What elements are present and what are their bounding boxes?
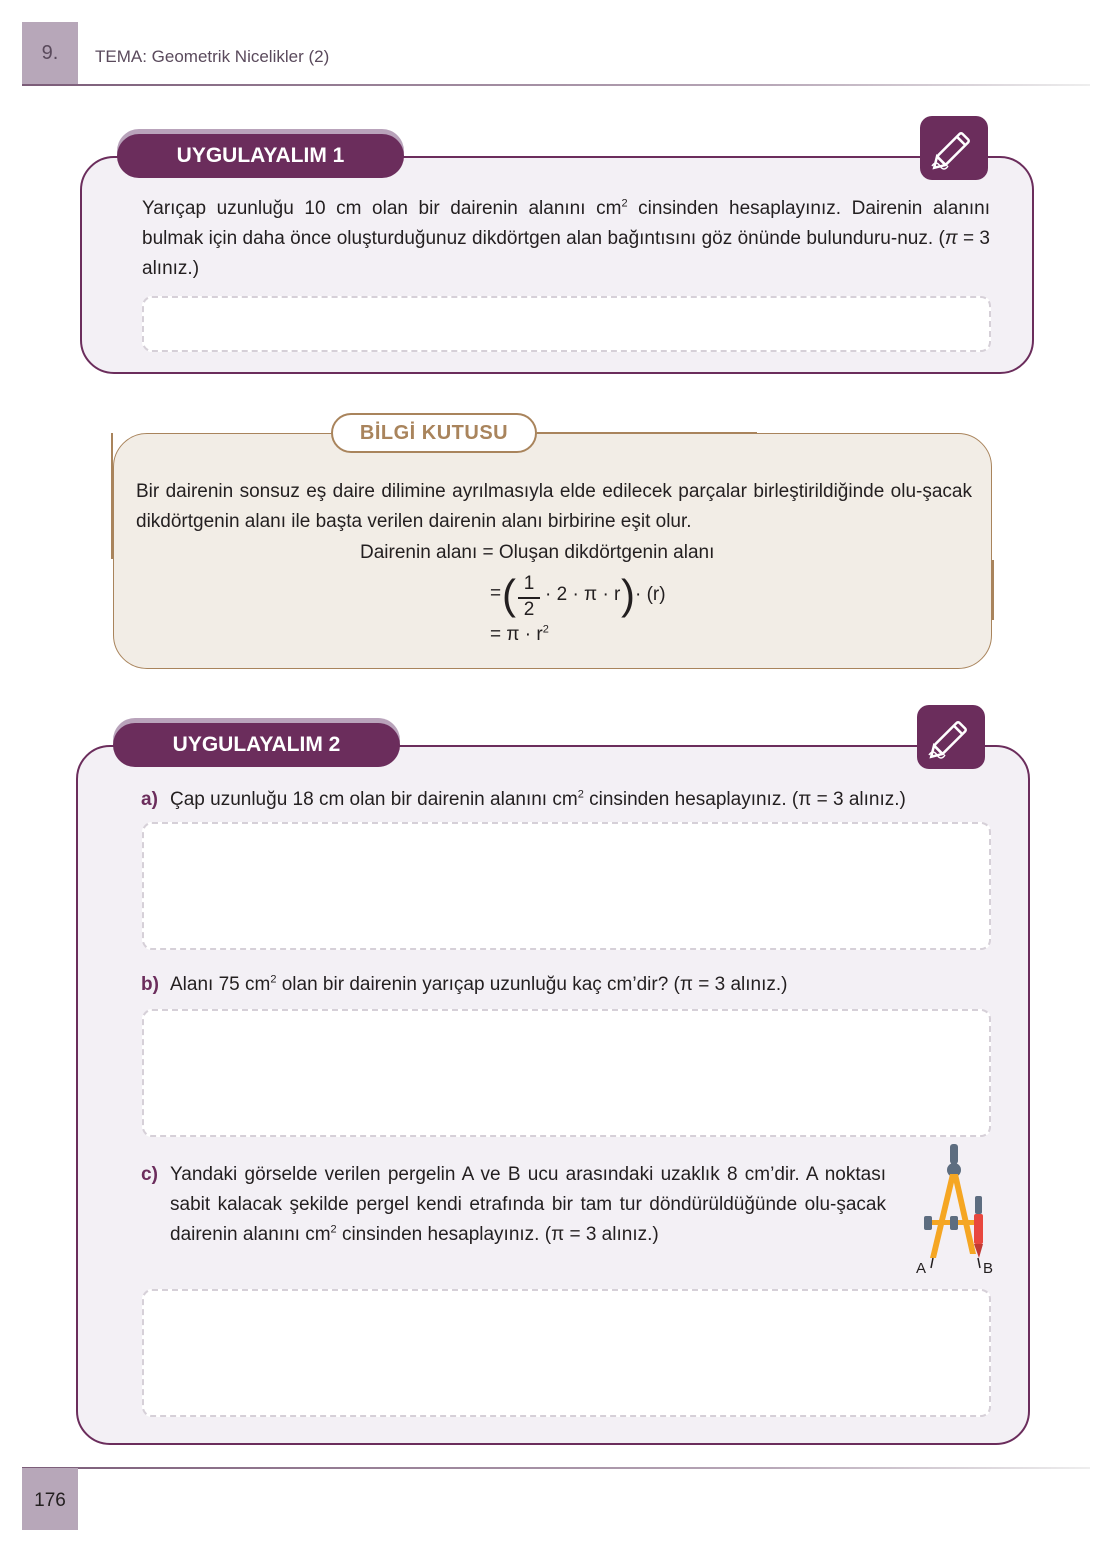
paren-open: ( — [502, 571, 516, 618]
info-right-rule — [992, 560, 994, 620]
frac-den: 2 — [523, 599, 535, 620]
question-a-answer-area[interactable] — [142, 822, 991, 950]
formula-mid: · 2 · π · r — [545, 584, 621, 605]
pencil-icon — [917, 705, 985, 769]
question-b-letter: b) — [141, 974, 159, 995]
compass-icon — [912, 1140, 1000, 1280]
formula-line3: = $\pi \cdot r^2$ — [490, 623, 549, 645]
activity1-text: Yarıçap uzunluğu 10 cm olan bir dairenin alanını $cm^2$ cinsinden hesaplayınız. Dairenin alanını bulmak için daha önce oluşturduğunuz dikdörtgen alan bağıntısını göz önünde bulunduru-nuz. (π = 3 alınız.) — [142, 197, 991, 279]
theme-title: TEMA: Geometrik Nicelikler (2) — [95, 47, 330, 66]
compass-label-a: A — [916, 1260, 927, 1277]
question-c-letter: c) — [141, 1164, 158, 1185]
info-text: Bir dairenin sonsuz eş daire dilimine ayrılmasıyla elde edilecek parçalar birleştirildiğinde olu-şacak dikdörtgenin alanı ile başta verilen dairenin alanı birbirine eşit olur. — [136, 481, 972, 532]
question-c-answer-area[interactable] — [142, 1289, 991, 1417]
question-b-answer-area[interactable] — [142, 1009, 991, 1137]
info-title: BİLGİ KUTUSU — [331, 413, 537, 453]
question-b-text: Alanı 75 $cm^2$ olan bir dairenin yarıçap uzunluğu kaç cm’dir? (π = 3 alınız.) — [170, 973, 788, 995]
formula-eq: = — [490, 583, 502, 604]
activity1-answer-area[interactable] — [142, 296, 991, 352]
frac-num: 1 — [523, 573, 535, 594]
question-c-text: Yandaki görselde verilen pergelin A ve B ucu arasındaki uzaklık 8 cm’dir. A noktası sabit kalacak şekilde pergel kendi etrafında bir tam tur döndürüldüğünde olu-şacak dairenin alanını $cm^2$ cinsinden hesaplayınız. (π = 3 alınız.) — [170, 1164, 886, 1245]
formula-tail: · (r) — [635, 584, 666, 605]
page-number: 176 — [34, 1490, 66, 1511]
formula-line1: Dairenin alanı = Oluşan dikdörtgenin alanı — [360, 542, 715, 563]
question-a-text: Çap uzunluğu 18 cm olan bir dairenin alanını $cm^2$ cinsinden hesaplayınız. (π = 3 alınız.) — [170, 788, 906, 810]
compass-label-b: B — [983, 1260, 994, 1277]
info-left-rule — [111, 433, 113, 559]
activity1-title: UYGULAYALIM 1 — [117, 134, 404, 178]
pencil-icon — [920, 116, 988, 180]
chapter-number: 9. — [41, 42, 59, 64]
header-rule — [22, 84, 1090, 86]
question-a-letter: a) — [141, 789, 158, 810]
info-top-rule — [537, 432, 757, 434]
activity2-title: UYGULAYALIM 2 — [113, 723, 400, 767]
footer-rule — [22, 1467, 1090, 1469]
paren-close: ) — [621, 571, 635, 618]
